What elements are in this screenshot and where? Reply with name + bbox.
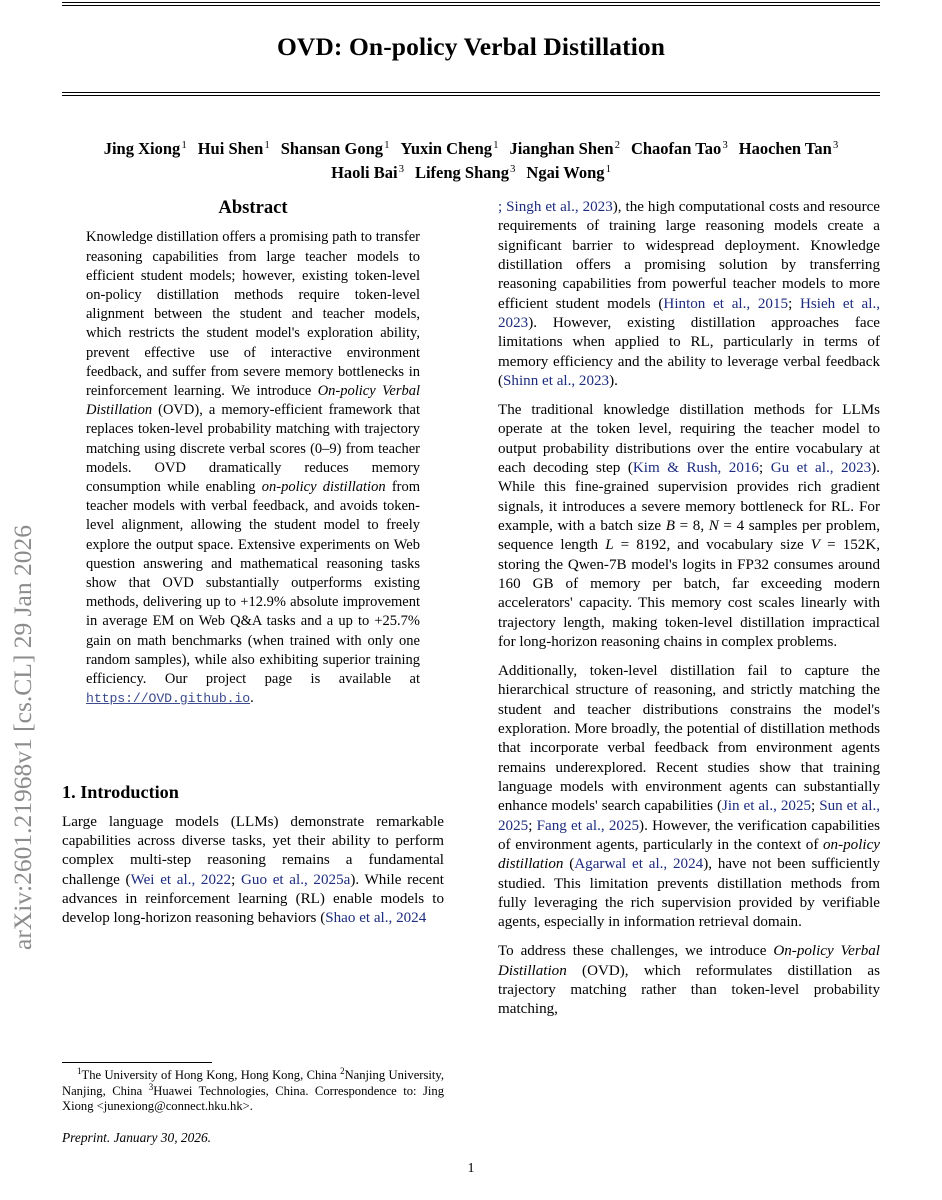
citation-shao-2024[interactable]: Shao et al., 2024: [325, 910, 427, 927]
title-rule-top: [62, 2, 880, 6]
project-page-link[interactable]: https://OVD.github.io: [86, 691, 251, 707]
author-name: Jing Xiong: [103, 139, 181, 159]
citation-gu-2023[interactable]: Gu et al., 2023: [770, 459, 872, 476]
right-column: [498, 198, 880, 1029]
citation-guo-2025a[interactable]: Guo et al., 2025a: [241, 871, 351, 888]
author-name: Chaofan Tao: [630, 139, 722, 159]
author-entry: [104, 139, 187, 158]
author-name: Hui Shen: [197, 139, 264, 159]
author-name: Shansan Gong: [280, 139, 383, 159]
citation-shao-2024-year: ;: [498, 199, 507, 215]
author-entry: [415, 163, 515, 182]
text-run: ). However, existing distillation approaches face limitations when applied to RL, particularly in terms of memory efficiency and the ability to leverage verbal feedback (: [498, 315, 880, 390]
author-name: Jianghan Shen: [509, 139, 614, 159]
citation-agarwal-2024[interactable]: Agarwal et al., 2024: [574, 856, 704, 873]
author-name: Haoli Bai: [331, 163, 398, 183]
citation-jin-2025[interactable]: Jin et al., 2025: [721, 798, 812, 815]
text-run: (OVD), which reformulates distillation as trajectory matching rather than token-level probability matching,: [498, 962, 880, 1018]
text-run: (: [563, 856, 575, 873]
citation-sun-2025[interactable]: Sun et al., 2025: [498, 798, 880, 834]
abstract-italic-term-1: On-policy Verbal Distillation: [86, 382, 420, 419]
text-run: , and vocabulary size: [666, 537, 811, 554]
arxiv-stamp: [0, 0, 56, 1200]
italic-term-on-policy-distillation: on-policy distillation: [498, 837, 880, 873]
author-affiliation-marker: 1: [605, 163, 611, 175]
abstract-text-part-3: from teacher models with verbal feedback, and avoids token-level alignment, allowing the student model to freely explore the output space. Extensive experiments on Web question answering and mathematical reasoning tasks show that OVD substantially outperforms existing methods, delivering up to +12.9% absolute improvement in average EM on Web Q&A tasks and a up to +25.7% gain on math benchmarks (when trained with only one random samples), while also exhibiting superior training efficiency. Our project page is available at: [86, 478, 421, 688]
paper-page: [62, 0, 880, 1200]
citation-kim-rush-2016[interactable]: Kim & Rush, 2016: [632, 459, 759, 476]
abstract-italic-term-2: on-policy distillation: [261, 478, 386, 495]
math-value-L: 8192: [636, 537, 667, 554]
text-run: , storing the Qwen-7B model's logits in FP32 consumes around 160 GB of memory per batch, far exceeding modern accelerators' capacity. This memory cost scales linearly with trajectory length, making token-level distillation impractical for long-horizon reasoning chains in complex problems.: [498, 537, 881, 651]
citation-hsieh-2023[interactable]: Hsieh et al., 2023: [498, 295, 880, 332]
footnote-separator-rule: [62, 1062, 212, 1063]
math-value-B: 8: [692, 518, 701, 534]
intro-paragraph-3: [498, 662, 880, 933]
text-run: ). While recent advances in reinforcement learning (RL) enable models to develop long-horizon reasoning behaviors (: [62, 871, 444, 927]
text-run: ;: [528, 817, 537, 834]
abstract-text-part-2: (OVD), a memory-efficient framework that replaces token-level probability matching with trajectory matching using discrete verbal scores (0–9) from teacher models. OVD dramatically reduces memory consumption while enabling: [86, 402, 420, 495]
text-run: ;: [758, 459, 771, 476]
text-run: To address these challenges, we introduce: [498, 943, 774, 960]
math-equals: =: [613, 537, 637, 554]
text-run: ;: [788, 295, 800, 312]
author-entry: [281, 139, 390, 158]
author-affiliation-marker: 3: [722, 139, 728, 151]
affiliation-3-and-correspondence: Huawei Technologies, China. Correspondence to: Jing Xiong <junexiong@connect.hku.hk>.: [62, 1083, 444, 1114]
intro-paragraph-1: [62, 813, 444, 929]
author-affiliation-marker: 3: [833, 139, 839, 151]
abstract-text-part-1: Knowledge distillation offers a promising path to transfer reasoning capabilities from large teacher models to efficient student models; however, existing token-level on-policy distillation methods require token-level alignment between the student and teacher models, which restricts the student model's exploration ability, prevent effective use of interactive environment feedback, and suffer from severe memory bottlenecks in reinforcement learning. We introduce: [86, 229, 420, 399]
math-value-V: 152K: [842, 537, 877, 554]
intro-paragraph-4: [498, 942, 880, 1019]
page-number: 1: [467, 1161, 475, 1176]
math-variable-B: B: [665, 518, 675, 534]
abstract-heading: Abstract: [218, 197, 288, 218]
left-column: [62, 198, 444, 938]
intro-paragraph-1-continued: [498, 198, 880, 391]
text-run: ), the high computational costs and resource requirements of training large reasoning models create a significant barrier to widespread deployment. Knowledge distillation offers a promising solution by transferring reasoning capabilities from powerful teacher models to more efficient student models (: [498, 199, 880, 312]
author-entry: [331, 163, 404, 182]
text-run: ). However, the verification capabilities of environment agents, particularly in the context of: [498, 817, 881, 853]
text-run: Large language models (LLMs) demonstrate remarkable capabilities across diverse tasks, yet their ability to perform complex multi-step reasoning remains a fundamental challenge (: [62, 813, 444, 888]
abstract-text-part-4: .: [250, 690, 254, 707]
citation-fang-2025[interactable]: Fang et al., 2025: [536, 817, 640, 834]
text-run: ;: [231, 871, 242, 888]
text-run: ).: [609, 373, 618, 390]
author-affiliation-marker: 3: [398, 163, 404, 175]
abstract-body: [62, 228, 444, 708]
author-entry: [509, 139, 620, 158]
author-entry: [198, 139, 270, 158]
text-run: The traditional knowledge distillation methods for LLMs operate at the token level, requiring the teacher model to output probability distributions over the entire vocabulary at each decoding step (: [498, 401, 880, 476]
math-equals: =: [820, 537, 843, 554]
two-column-body: [62, 198, 880, 1158]
page-title: OVD: On-policy Verbal Distillation: [276, 32, 666, 62]
arxiv-identifier-text: arXiv:2601.21968v1 [cs.CL] 29 Jan 2026: [8, 525, 37, 950]
author-affiliation-marker: 1: [264, 139, 270, 151]
text-run: ). While this fine-grained supervision provides rich gradient signals, it introduces a severe memory bottleneck for RL. For example, with a batch size: [498, 459, 881, 534]
math-equals: =: [718, 518, 737, 534]
math-variable-L: L: [605, 537, 614, 554]
author-name: Haochen Tan: [738, 139, 832, 159]
intro-paragraph-2: [498, 401, 880, 652]
author-affiliation-marker: 2: [614, 139, 620, 151]
text-run: Additionally, token-level distillation fail to capture the hierarchical structure of reasoning, and strictly matching the student and teacher distributions constrains the model's exploration. More broadly, the potential of distillation methods that incorporate verbal feedback from environment agents remains underexplored. Recent studies show that training language models with environment agents can substantially enhance models' search capabilities (: [498, 662, 880, 815]
math-variable-V: V: [810, 537, 821, 554]
author-list: [62, 137, 880, 185]
author-name: Lifeng Shang: [414, 163, 509, 183]
citation-hinton-2015[interactable]: Hinton et al., 2015: [663, 295, 789, 312]
text-run: ,: [700, 518, 709, 534]
author-name: Yuxin Cheng: [400, 139, 492, 159]
section-heading-introduction: 1. Introduction: [62, 782, 179, 803]
affiliation-1: The University of Hong Kong, Hong Kong, China: [81, 1068, 341, 1082]
author-entry: [739, 139, 839, 158]
text-run: ), have not been sufficiently studied. This limitation prevents distillation methods from fully leveraging the rich supervision provided by verifiable agents, especially in information retrieval domain.: [498, 856, 880, 931]
math-value-N: 4: [736, 518, 745, 534]
author-affiliation-marker: 1: [493, 139, 499, 151]
citation-singh-2023[interactable]: Singh et al., 2023: [506, 199, 613, 215]
footnote-area: [62, 1062, 444, 1146]
math-variable-N: N: [708, 518, 719, 534]
author-entry: [631, 139, 728, 158]
introduction-section: [62, 783, 444, 928]
math-equals: =: [674, 518, 693, 534]
text-run: ;: [811, 798, 820, 815]
citation-wei-2022[interactable]: Wei et al., 2022: [130, 871, 232, 888]
text-run: samples per problem, sequence length: [498, 518, 880, 554]
citation-shinn-2023[interactable]: Shinn et al., 2023: [503, 373, 610, 390]
footnote-marker-2: 2: [340, 1065, 345, 1076]
affiliation-2: Nanjing University, Nanjing, China: [62, 1068, 445, 1098]
affiliation-footnote: [62, 1065, 445, 1115]
author-affiliation-marker: 1: [181, 139, 187, 151]
author-affiliation-marker: 1: [384, 139, 390, 151]
footnote-marker-3: 3: [148, 1081, 154, 1092]
author-affiliation-marker: 3: [510, 163, 516, 175]
preprint-notice: Preprint. January 30, 2026.: [62, 1129, 212, 1145]
author-entry: [526, 163, 611, 182]
author-entry: [400, 139, 498, 158]
title-rule-bottom: [62, 92, 880, 96]
author-name: Ngai Wong: [526, 163, 605, 183]
footnote-marker-1: 1: [77, 1065, 82, 1076]
italic-term-ovd-full-name: On-policy Verbal Distillation: [498, 943, 880, 979]
